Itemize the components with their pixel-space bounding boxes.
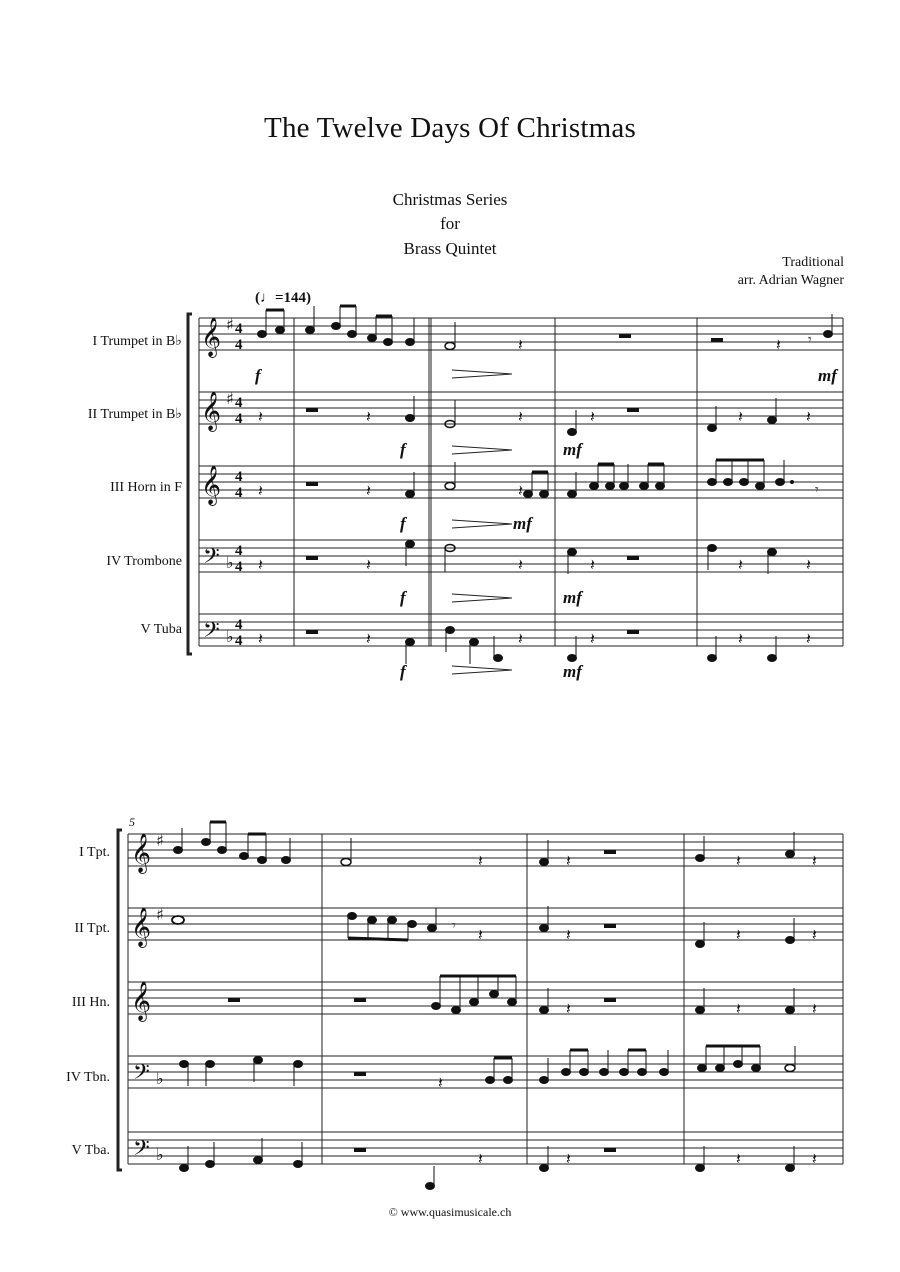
- subtitle-line-1: Christmas Series: [392, 190, 508, 209]
- svg-text:𝄞: 𝄞: [201, 465, 222, 505]
- svg-text:𝄽: 𝄽: [366, 631, 371, 648]
- instrument-label-trumpet-2: II Trumpet in B♭: [87, 407, 182, 422]
- svg-text:𝄞: 𝄞: [201, 317, 222, 357]
- barlines-system-2: [322, 834, 843, 1164]
- svg-text:𝄽: 𝄽: [806, 409, 811, 426]
- system-bracket-2: [118, 830, 122, 1170]
- system-2: [118, 830, 843, 1170]
- svg-text:4: 4: [235, 469, 243, 485]
- svg-text:𝄽: 𝄽: [738, 631, 743, 648]
- arranger: arr. Adrian Wagner: [737, 273, 844, 288]
- subtitle-line-3: Brass Quintet: [403, 239, 497, 258]
- system-bracket: [188, 314, 192, 654]
- instrument-label-tba-short: V Tba.: [71, 1143, 110, 1158]
- dynamic-tpt2-m3: mf: [563, 440, 582, 459]
- svg-text:4: 4: [235, 337, 243, 353]
- svg-text:4: 4: [235, 321, 243, 337]
- instrument-label-hn-short: III Hn.: [71, 995, 110, 1010]
- svg-text:𝄽: 𝄽: [812, 1151, 817, 1168]
- svg-text:𝄽: 𝄽: [258, 483, 263, 500]
- svg-text:𝄽: 𝄽: [736, 853, 741, 870]
- svg-text:𝄽: 𝄽: [438, 1075, 443, 1092]
- svg-text:𝄽: 𝄽: [518, 557, 523, 574]
- svg-text:4: 4: [235, 395, 243, 411]
- svg-text:𝄽: 𝄽: [738, 409, 743, 426]
- svg-text:𝄽: 𝄽: [518, 483, 523, 500]
- dynamic-tba-m1: f: [400, 662, 406, 681]
- svg-text:♯: ♯: [226, 315, 234, 334]
- svg-text:♭: ♭: [226, 553, 234, 572]
- instrument-label-tbn-short: IV Tbn.: [66, 1070, 110, 1085]
- svg-text:𝄽: 𝄽: [478, 853, 483, 870]
- svg-text:𝄽: 𝄽: [566, 853, 571, 870]
- svg-text:♭: ♭: [156, 1145, 164, 1164]
- instrument-label-tpt-2-short: II Tpt.: [74, 921, 110, 936]
- svg-text:𝄽: 𝄽: [366, 409, 371, 426]
- svg-text:𝄽: 𝄽: [258, 409, 263, 426]
- svg-text:𝄢: 𝄢: [203, 618, 220, 648]
- svg-text:4: 4: [235, 559, 243, 575]
- notes-system-1: [258, 306, 833, 664]
- instrument-label-trumpet-1: I Trumpet in B♭: [92, 334, 182, 349]
- svg-text:4: 4: [235, 617, 243, 633]
- svg-text:𝄾: 𝄾: [808, 333, 812, 348]
- svg-text:𝄽: 𝄽: [478, 1151, 483, 1168]
- dynamic-tbn-m3: mf: [563, 588, 582, 607]
- instrument-label-tuba: V Tuba: [140, 622, 182, 637]
- svg-text:4: 4: [235, 485, 243, 501]
- svg-text:𝄽: 𝄽: [736, 1151, 741, 1168]
- instrument-label-horn: III Horn in F: [110, 480, 182, 495]
- svg-text:𝄽: 𝄽: [518, 409, 523, 426]
- svg-text:𝄽: 𝄽: [806, 557, 811, 574]
- svg-text:𝄽: 𝄽: [590, 631, 595, 648]
- svg-text:𝄞: 𝄞: [131, 907, 152, 947]
- svg-text:𝄽: 𝄽: [590, 409, 595, 426]
- svg-text:𝄢: 𝄢: [203, 544, 220, 574]
- dynamic-hn-m2: mf: [513, 514, 532, 533]
- svg-text:𝄽: 𝄽: [518, 337, 523, 354]
- svg-text:𝄽: 𝄽: [366, 557, 371, 574]
- svg-text:𝄞: 𝄞: [131, 981, 152, 1021]
- dynamics-system-1: [255, 366, 839, 681]
- dynamic-tpt1-m4: mf: [818, 366, 837, 385]
- instrument-label-tpt-1-short: I Tpt.: [79, 845, 110, 860]
- svg-text:♯: ♯: [156, 905, 164, 924]
- svg-text:𝄢: 𝄢: [133, 1060, 150, 1090]
- svg-text:♯: ♯: [156, 831, 164, 850]
- svg-text:𝄽: 𝄽: [478, 927, 483, 944]
- dynamic-tpt2-m1: f: [400, 440, 406, 459]
- svg-text:𝄽: 𝄽: [366, 483, 371, 500]
- dynamic-tpt1-m1: f: [255, 366, 261, 385]
- svg-text:𝄽: 𝄽: [738, 557, 743, 574]
- svg-text:𝄽: 𝄽: [258, 631, 263, 648]
- tempo-marking: (♩=144): [255, 290, 312, 306]
- svg-text:4: 4: [235, 543, 243, 559]
- svg-text:𝄾: 𝄾: [815, 483, 819, 498]
- dynamic-tbn-m1: f: [400, 588, 406, 607]
- svg-text:𝄽: 𝄽: [776, 337, 781, 354]
- dynamic-hn-m1: f: [400, 514, 406, 533]
- svg-text:𝄽: 𝄽: [812, 927, 817, 944]
- svg-text:𝄽: 𝄽: [566, 1151, 571, 1168]
- svg-text:𝄽: 𝄽: [566, 927, 571, 944]
- svg-text:𝄽: 𝄽: [736, 927, 741, 944]
- measure-number: 5: [129, 815, 135, 829]
- svg-text:♯: ♯: [226, 389, 234, 408]
- dynamic-tba-m3: mf: [563, 662, 582, 681]
- svg-text:𝄽: 𝄽: [736, 1001, 741, 1018]
- svg-text:♭: ♭: [156, 1069, 164, 1088]
- svg-text:𝄾: 𝄾: [452, 919, 456, 934]
- svg-text:♭: ♭: [226, 627, 234, 646]
- svg-text:𝄽: 𝄽: [812, 1001, 817, 1018]
- composer: Traditional: [782, 255, 844, 270]
- svg-text:𝄞: 𝄞: [201, 391, 222, 431]
- svg-text:4: 4: [235, 411, 243, 427]
- subtitle-line-2: for: [440, 214, 460, 233]
- svg-text:𝄽: 𝄽: [518, 631, 523, 648]
- svg-text:𝄢: 𝄢: [133, 1136, 150, 1166]
- svg-text:𝄽: 𝄽: [812, 853, 817, 870]
- footer-copyright: © www.quasimusicale.ch: [388, 1205, 512, 1219]
- svg-text:𝄽: 𝄽: [590, 557, 595, 574]
- svg-text:𝄽: 𝄽: [566, 1001, 571, 1018]
- instrument-label-trombone: IV Trombone: [106, 554, 182, 569]
- svg-text:4: 4: [235, 633, 243, 649]
- svg-text:𝄽: 𝄽: [806, 631, 811, 648]
- score-title: The Twelve Days Of Christmas: [264, 112, 636, 144]
- svg-text:𝄞: 𝄞: [131, 833, 152, 873]
- svg-text:𝄽: 𝄽: [258, 557, 263, 574]
